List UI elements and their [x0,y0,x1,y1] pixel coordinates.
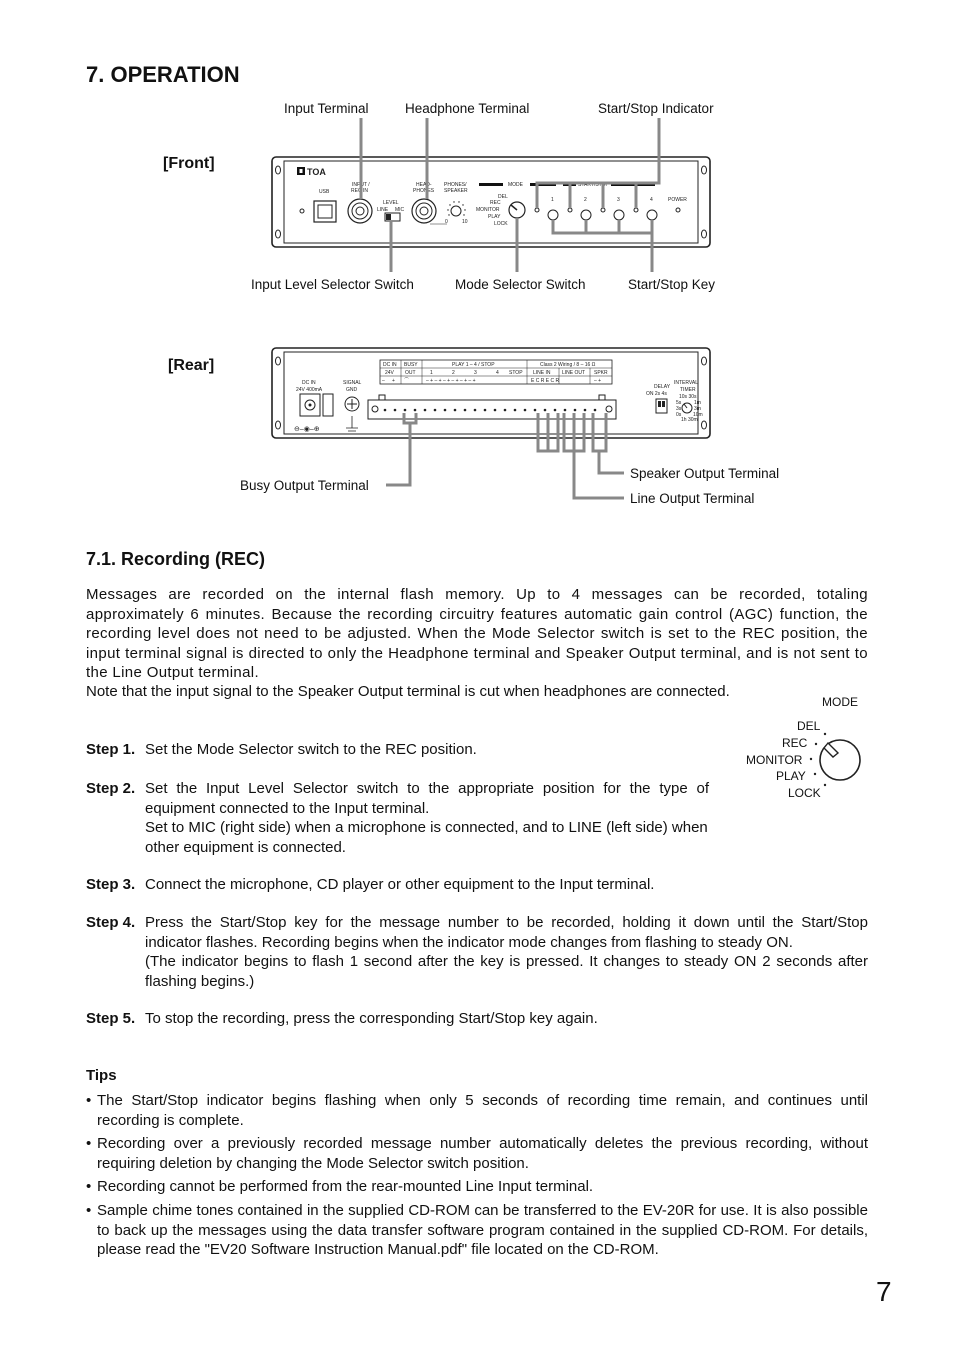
svg-text:PLAY: PLAY [488,214,501,220]
svg-text:SPEAKER: SPEAKER [444,188,468,194]
svg-text:–: – [382,378,385,384]
svg-text:PHONES/: PHONES/ [444,182,467,188]
svg-text:OUT: OUT [405,370,416,376]
page-number: 7 [876,1276,892,1307]
svg-text:+: + [392,378,395,384]
svg-text:PLAY 1 – 4 / STOP: PLAY 1 – 4 / STOP [452,362,495,368]
svg-text:1: 1 [430,370,433,376]
mode-monitor-label: MONITOR [746,753,803,767]
svg-text:10: 10 [462,219,468,225]
svg-text:3: 3 [617,197,620,203]
step-4 [86,913,868,991]
mode-diagram-title: MODE [822,695,858,709]
rear-label: [Rear] [168,357,215,374]
svg-text:1h 30m: 1h 30m [681,417,698,423]
svg-text:GND: GND [346,387,358,393]
svg-text:3s: 3s [676,406,682,412]
callout-headphone-terminal: Headphone Terminal [405,101,530,116]
svg-text:REC IN: REC IN [351,188,368,194]
section-title: 7. OPERATION [86,62,240,87]
svg-text:MIC: MIC [395,207,405,213]
svg-text:⌒: ⌒ [404,378,410,384]
svg-text:ON 2s 4s: ON 2s 4s [646,391,667,397]
device-illustrations [0,0,954,540]
svg-text:TIMER: TIMER [680,387,696,393]
svg-text:⊖–◉–⊕: ⊖–◉–⊕ [294,426,320,433]
svg-text:24V: 24V [385,370,394,376]
mode-rec-label: REC [782,736,808,750]
svg-text:3: 3 [474,370,477,376]
step-4-text-1: Press the Start/Stop key for the message number to be recorded, holding it down until the Start/Stop indicator flashes. Recording begins when the indicator mode changes from flashing to steady ON. [145,914,868,951]
svg-text:INPUT /: INPUT / [352,182,370,188]
step-5-text: To stop the recording, press the corresponding Start/Stop key again. [145,1010,598,1027]
step-3-label: Step 3. [86,876,136,893]
svg-text:2: 2 [584,197,587,203]
svg-text:4: 4 [650,197,653,203]
tip-bullet: • [86,1135,92,1152]
svg-text:DEL: DEL [498,194,508,200]
step-2 [86,779,709,857]
svg-text:REC: REC [490,200,501,206]
tip-2-text: Recording over a previously recorded message number automatically deletes the previous recording, without requiring deletion by changing the Mode Selector switch position. [97,1135,868,1172]
svg-text:PHONES: PHONES [413,188,435,194]
svg-text:SPKR: SPKR [594,370,608,376]
tip-3-text: Recording cannot be performed from the rear-mounted Line Input terminal. [97,1178,594,1195]
step-5-label: Step 5. [86,1010,136,1027]
tip-4-text: Sample chime tones contained in the supplied CD-ROM can be transferred to the EV-20R for use. It is also possible to back up the messages using the data transfer software program contained in the supplied CD-ROM. For details, please read the "EV20 Software Instruction Manual.pdf" file located on the CD-ROM. [97,1202,868,1258]
mode-lock-label: LOCK [788,786,821,800]
rear-panel [272,348,710,438]
tip-bullet: • [86,1178,92,1195]
svg-text:DC IN: DC IN [383,362,397,368]
svg-text:1: 1 [551,197,554,203]
tip-4 [86,1201,868,1260]
svg-text:2: 2 [452,370,455,376]
svg-text:1m: 1m [694,400,701,406]
callout-mode-selector: Mode Selector Switch [455,277,586,292]
svg-text:– + – + – + – + – + – +: – + – + – + – + – + – + [426,378,476,384]
svg-text:0s: 0s [676,412,682,418]
callout-line-output: Line Output Terminal [630,491,755,506]
svg-text:BUSY: BUSY [404,362,418,368]
callout-input-level-selector: Input Level Selector Switch [251,277,414,292]
svg-text:LINE OUT: LINE OUT [562,370,586,376]
callout-busy-output: Busy Output Terminal [240,478,369,493]
svg-text:MONITOR: MONITOR [476,207,500,213]
step-2-text-1: Set the Input Level Selector switch to the appropriate position for the type of equipment connected to the Input terminal. [145,780,709,817]
svg-text:LINE IN: LINE IN [533,370,551,376]
svg-text:3m: 3m [694,406,701,412]
svg-text:DELAY: DELAY [654,384,671,390]
svg-text:INTERVAL: INTERVAL [674,380,698,386]
tip-3 [86,1177,868,1197]
brand-text: TOA [307,167,326,177]
step-3 [86,875,868,895]
tip-bullet: • [86,1092,92,1109]
svg-text:4: 4 [496,370,499,376]
svg-text:USB: USB [319,189,330,195]
callout-start-stop-indicator: Start/Stop Indicator [598,101,714,116]
front-label: [Front] [163,155,215,172]
svg-text:0: 0 [445,219,448,225]
svg-text:Class 2 Wiring / 8 – 16 Ω: Class 2 Wiring / 8 – 16 Ω [540,362,596,368]
svg-text:– +: – + [594,378,602,384]
step-3-text: Connect the microphone, CD player or other equipment to the Input terminal. [145,876,655,893]
svg-text:LINE: LINE [377,207,389,213]
svg-text:DC IN: DC IN [302,380,316,386]
callout-start-stop-key: Start/Stop Key [628,277,716,292]
svg-text:24V 400mA: 24V 400mA [296,387,323,393]
tip-bullet: • [86,1202,92,1219]
svg-text:STOP: STOP [509,370,523,376]
svg-text:LOCK: LOCK [494,221,508,227]
step-4-text-2: (The indicator begins to flash 1 second after the key is pressed. It changes to steady ON 2 seconds after flashing begins.) [145,953,868,990]
svg-text:POWER: POWER [668,197,687,203]
svg-text:10s 30s: 10s 30s [679,394,697,400]
tips-heading: Tips [86,1067,117,1084]
intro-paragraph: Messages are recorded on the internal flash memory. Up to 4 messages can be recorded, totaling approximately 6 minutes. Because the recording circuitry features automatic gain control (AGC) function, the recording level does not need to be adjusted. When the Mode Selector switch is set to the REC position, the input terminal signal is directed to only the Headphone terminal and Speaker Output terminal, and is not sent to the Line Output terminal. [86,586,868,681]
tip-2 [86,1134,868,1173]
svg-text:10m: 10m [693,412,703,418]
svg-text:SIGNAL: SIGNAL [343,380,362,386]
step-4-label: Step 4. [86,914,136,931]
callout-input-terminal: Input Terminal [284,101,369,116]
subsection-title: 7.1. Recording (REC) [86,549,266,569]
svg-text:5s: 5s [676,400,682,406]
tip-1 [86,1091,868,1130]
step-5 [86,1009,868,1029]
step-1-label: Step 1. [86,741,136,758]
step-1-text: Set the Mode Selector switch to the REC position. [145,741,477,758]
svg-text:HEAD-: HEAD- [416,182,432,188]
tip-1-text: The Start/Stop indicator begins flashing when only 5 seconds of recording time remain, and continues until recording is complete. [97,1092,868,1129]
svg-text:START/STOP: START/STOP [578,182,609,188]
step-1 [86,740,868,760]
svg-text:LEVEL: LEVEL [383,200,399,206]
callout-speaker-output: Speaker Output Terminal [630,466,780,481]
step-2-text-2: Set to MIC (right side) when a microphone is connected, and to LINE (left side) when other equipment is connected. [145,819,708,856]
mode-del-label: DEL [797,719,821,733]
step-2-label: Step 2. [86,780,136,797]
mode-play-label: PLAY [776,769,806,783]
svg-text:MODE: MODE [508,182,523,188]
note-paragraph: Note that the input signal to the Speaker Output terminal is cut when headphones are connected. [86,683,730,700]
svg-text:E C R E C R: E C R E C R [531,378,560,384]
